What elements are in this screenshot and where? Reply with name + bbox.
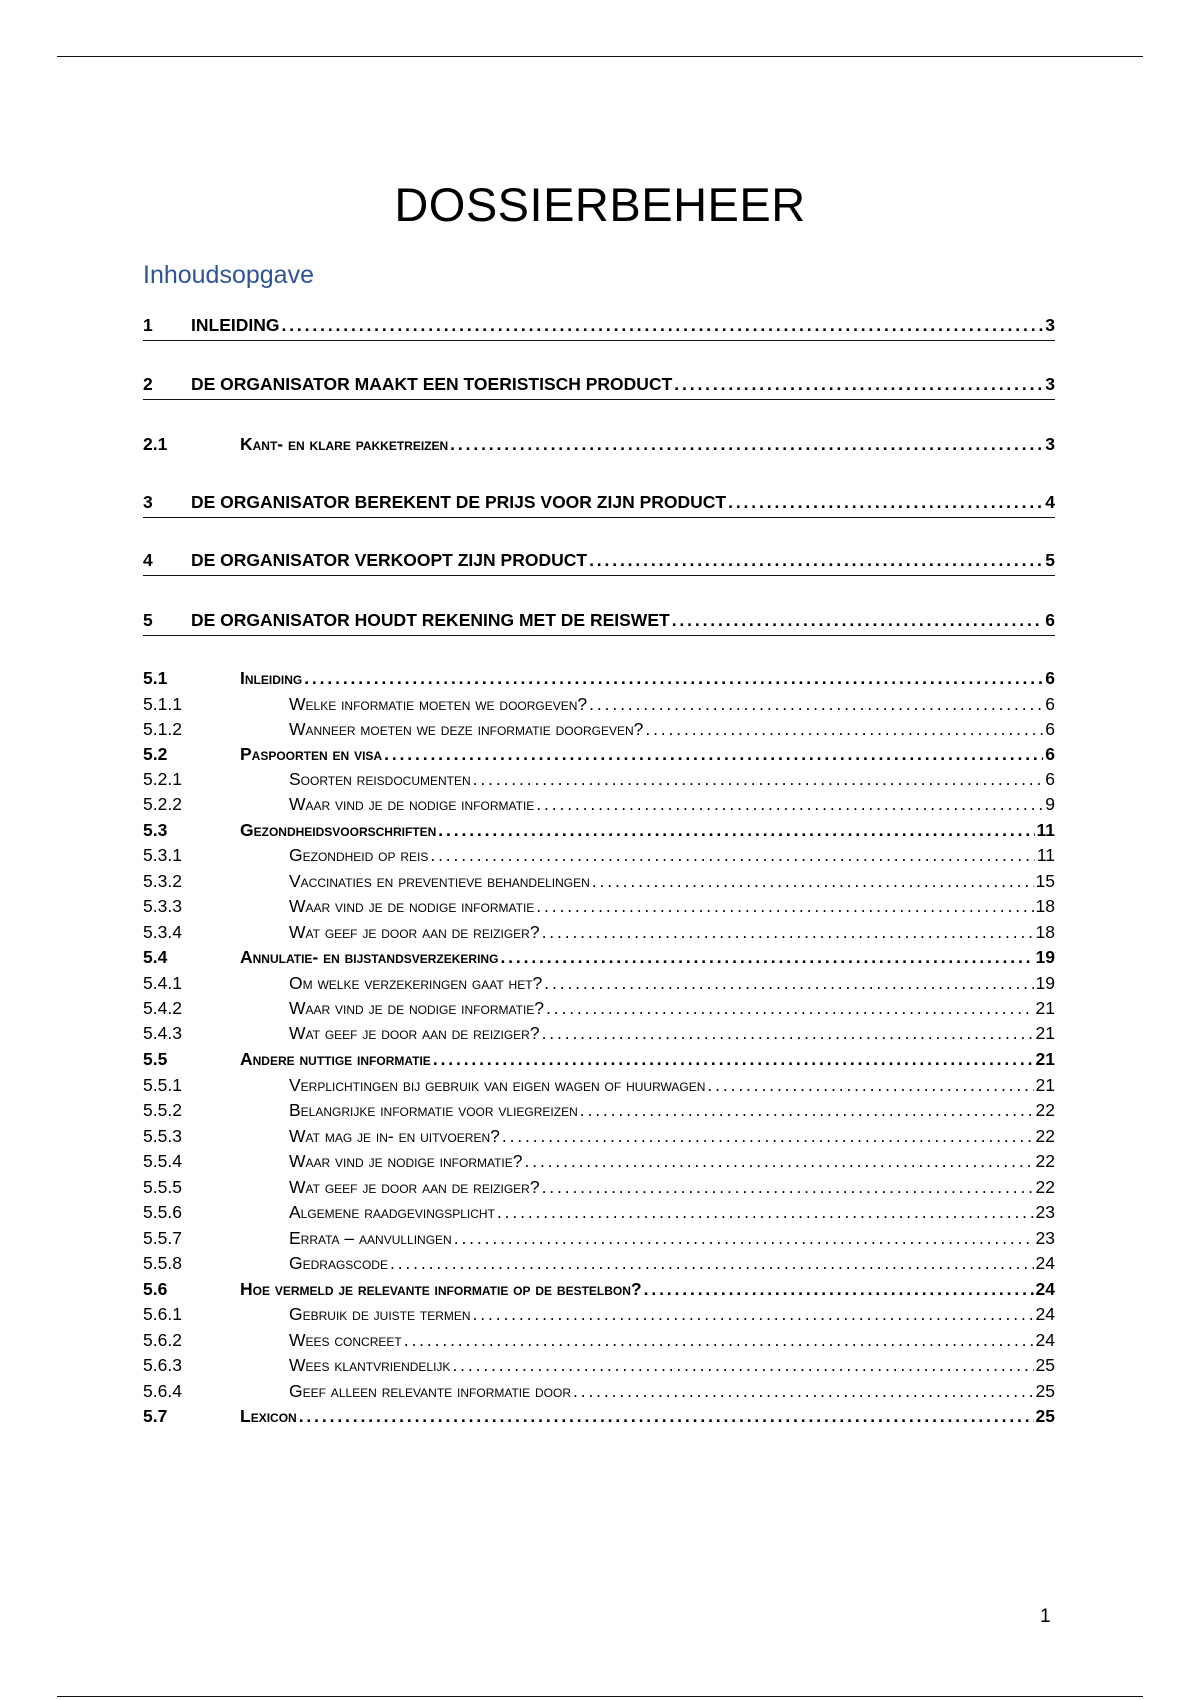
toc-entry[interactable] [143,1306,1055,1324]
toc-entry-title: Errata – aanvullingen [289,1228,452,1248]
toc-entry[interactable] [143,1204,1055,1222]
toc-dot-leader [473,771,1044,789]
toc-entry-number: 5.5.1 [143,1075,182,1095]
toc-entry-number: 5.6.1 [143,1304,182,1324]
toc-entry-title: Annulatie- en bijstandsverzekering [240,947,499,967]
toc-dot-leader [473,1306,1034,1324]
toc-entry[interactable] [143,1357,1055,1375]
toc-entry-number: 5.5.7 [143,1228,182,1248]
toc-entry-number: 4 [143,550,153,570]
toc-entry[interactable] [143,796,1055,814]
toc-dot-leader [546,1000,1034,1018]
toc-entry-title: Waar vind je de nodige informatie? [289,998,545,1018]
toc-entry-number: 3 [143,492,153,512]
toc-entry-page: 3 [1045,434,1055,454]
toc-entry-page: 25 [1035,1406,1055,1426]
toc-entry-page: 6 [1045,744,1055,764]
toc-entry-page: 21 [1035,1023,1055,1043]
toc-entry-title: Welke informatie moeten we doorgeven? [289,694,588,714]
toc-entry-number: 5.5.6 [143,1202,182,1222]
toc-dot-leader [536,796,1043,814]
toc-entry-page: 24 [1035,1279,1055,1299]
toc-entry-title: Kant- en klare pakketreizen [240,434,449,454]
toc-entry[interactable] [143,1408,1055,1426]
toc-entry-page: 22 [1035,1100,1055,1120]
toc-entry[interactable] [143,746,1055,764]
toc-dot-leader [536,898,1033,916]
toc-entry-title: Belangrijke informatie voor vliegreizen [289,1100,578,1120]
toc-dot-leader [525,1153,1034,1171]
toc-dot-leader [452,1357,1033,1375]
toc-entry-page: 5 [1045,550,1055,570]
toc-entry[interactable] [143,949,1055,967]
toc-entry[interactable] [143,873,1055,891]
toc-entry-number: 5 [143,610,153,630]
toc-entry-number: 5.3.2 [143,871,182,891]
toc-entry-title: DE ORGANISATOR VERKOOPT ZIJN PRODUCT [191,550,588,570]
toc-entry-page: 4 [1045,492,1055,512]
toc-entry-title: Waar vind je nodige informatie? [289,1151,523,1171]
toc-entry-page: 22 [1035,1126,1055,1146]
toc-dot-leader [573,1383,1034,1401]
toc-entry[interactable] [143,924,1055,942]
toc-entry-page: 21 [1035,1075,1055,1095]
toc-entry[interactable] [143,1025,1055,1043]
toc-dot-leader [500,949,1033,967]
toc-entry-number: 5.6.4 [143,1381,182,1401]
toc-entry-number: 1 [143,315,153,335]
top-rule [57,56,1143,57]
toc-dot-leader [544,975,1033,993]
toc-entry-number: 5.3.4 [143,922,182,942]
toc-entry-page: 11 [1036,845,1055,865]
toc-entry-page: 3 [1045,315,1055,335]
toc-entry-title: Algemene raadgevingsplicht [289,1202,495,1222]
toc-entry-page: 25 [1035,1355,1055,1375]
toc-entry[interactable] [143,612,1055,636]
toc-entry[interactable] [143,1179,1055,1197]
toc-entry-title: Wanneer moeten we deze informatie doorgeven? [289,719,644,739]
toc-entry-number: 5.1.2 [143,719,182,739]
toc-entry[interactable] [143,1255,1055,1273]
toc-entry-title: DE ORGANISATOR MAAKT EEN TOERISTISCH PRODUCT [191,374,673,394]
toc-entry-title: Lexicon [240,1406,297,1426]
toc-entry[interactable] [143,898,1055,916]
toc-entry-title: Wat mag je in- en uitvoeren? [289,1126,500,1146]
toc-dot-leader [645,721,1043,739]
toc-entry-number: 5.1.1 [143,694,182,714]
toc-entry-title: Om welke verzekeringen gaat het? [289,973,543,993]
toc-dot-leader [390,1255,1034,1273]
toc-entry[interactable] [143,721,1055,739]
toc-entry-page: 24 [1035,1253,1055,1273]
toc-entry[interactable] [143,436,1055,454]
toc-dot-leader [644,1281,1034,1299]
toc-entry[interactable] [143,317,1055,341]
toc-entry-number: 5.2.1 [143,769,182,789]
toc-entry-number: 5.2.2 [143,794,182,814]
toc-entry-number: 5.4 [143,947,168,967]
toc-entry-title: Inleiding [240,668,303,688]
toc-entry-number: 5.5.4 [143,1151,182,1171]
toc-dot-leader [580,1102,1034,1120]
toc-entry[interactable] [143,1153,1055,1171]
document-title: DOSSIERBEHEER [394,178,806,232]
toc-entry-page: 18 [1035,922,1055,942]
toc-entry[interactable] [143,975,1055,993]
toc-entry-title: Wat geef je door aan de reiziger? [289,1177,540,1197]
toc-entry[interactable] [143,670,1055,688]
toc-entry-title: Wees klantvriendelijk [289,1355,451,1375]
toc-entry-title: Gezondheid op reis [289,845,429,865]
toc-dot-leader [454,1230,1034,1248]
toc-entry-title: Gebruik de juiste termen [289,1304,471,1324]
toc-entry-number: 5.5.2 [143,1100,182,1120]
toc-entry-number: 5.2 [143,744,168,764]
toc-entry-page: 6 [1045,694,1055,714]
toc-entry[interactable] [143,1128,1055,1146]
toc-entry-page: 24 [1035,1304,1055,1324]
toc-entry-number: 5.5.5 [143,1177,182,1197]
toc-entry-page: 25 [1035,1381,1055,1401]
toc-entry[interactable] [143,1077,1055,1095]
toc-entry[interactable] [143,1230,1055,1248]
toc-entry-title: Andere nuttige informatie [240,1049,431,1069]
toc-entry-page: 19 [1035,947,1055,967]
toc-dot-leader [433,1051,1034,1069]
toc-entry-number: 5.3.1 [143,845,182,865]
toc-entry-page: 18 [1035,896,1055,916]
toc-entry-page: 6 [1045,610,1055,630]
toc-entry[interactable] [143,771,1055,789]
toc-entry-title: Waar vind je de nodige informatie [289,896,535,916]
toc-entry[interactable] [143,1281,1055,1299]
toc-entry-page: 22 [1035,1151,1055,1171]
page-number: 1 [1040,1606,1051,1627]
toc-entry-number: 5.4.1 [143,973,182,993]
toc-dot-leader [304,670,1043,688]
toc-dot-leader [450,436,1043,454]
toc-dot-leader [672,612,1044,630]
toc-entry-number: 5.3 [143,820,168,840]
toc-entry-title: Hoe vermeld je relevante informatie op de bestelbon? [240,1279,642,1299]
toc-entry-title: Paspoorten en visa [240,744,383,764]
toc-entry[interactable] [143,696,1055,714]
toc-entry-page: 6 [1045,769,1055,789]
toc-entry-number: 5.1 [143,668,168,688]
toc-entry-page: 6 [1045,719,1055,739]
toc-entry-title: Wat geef je door aan de reiziger? [289,922,540,942]
toc-dot-leader [592,873,1034,891]
toc-entry-number: 5.4.2 [143,998,182,1018]
toc-entry-number: 5.6.2 [143,1330,182,1350]
toc-entry-number: 2.1 [143,434,168,454]
toc-entry-title: Gezondheidsvoorschriften [240,820,437,840]
toc-entry-page: 23 [1035,1228,1055,1248]
toc-dot-leader [404,1332,1034,1350]
toc-dot-leader [430,847,1034,865]
toc-entry-number: 2 [143,374,153,394]
toc-entry[interactable] [143,494,1055,518]
toc-entry-number: 5.5.8 [143,1253,182,1273]
toc-entry-page: 11 [1036,820,1055,840]
toc-entry[interactable] [143,1102,1055,1120]
toc-dot-leader [384,746,1043,764]
toc-entry[interactable] [143,552,1055,576]
toc-dot-leader [438,822,1034,840]
toc-entry-page: 9 [1045,794,1055,814]
toc-entry[interactable] [143,1383,1055,1401]
toc-entry-page: 15 [1035,871,1055,891]
toc-entry-page: 22 [1035,1177,1055,1197]
toc-entry[interactable] [143,376,1055,400]
toc-entry[interactable] [143,1332,1055,1350]
toc-dot-leader [589,696,1043,714]
toc-entry[interactable] [143,1051,1055,1069]
toc-entry-page: 6 [1045,668,1055,688]
toc-dot-leader [707,1077,1033,1095]
bottom-rule [57,1696,1143,1697]
toc-entry-number: 5.5.3 [143,1126,182,1146]
toc-entry-number: 5.3.3 [143,896,182,916]
toc-entry-page: 23 [1035,1202,1055,1222]
toc-entry-page: 19 [1035,973,1055,993]
toc-entry-title: Waar vind je de nodige informatie [289,794,535,814]
toc-entry-number: 5.6 [143,1279,168,1299]
toc-entry[interactable] [143,847,1055,865]
toc-dot-leader [542,1179,1034,1197]
toc-entry-title: Vaccinaties en preventieve behandelingen [289,871,590,891]
toc-entry-title: Geef alleen relevante informatie door [289,1381,571,1401]
toc-entry-number: 5.4.3 [143,1023,182,1043]
toc-entry-number: 5.6.3 [143,1355,182,1375]
toc-dot-leader [497,1204,1034,1222]
toc-dot-leader [674,376,1043,394]
toc-entry-title: DE ORGANISATOR HOUDT REKENING MET DE REISWET [191,610,670,630]
toc-entry-title: DE ORGANISATOR BEREKENT DE PRIJS VOOR ZIJN PRODUCT [191,492,727,512]
toc-entry[interactable] [143,822,1055,840]
toc-entry-page: 21 [1035,998,1055,1018]
toc-entry-number: 5.7 [143,1406,168,1426]
toc-entry-title: Verplichtingen bij gebruik van eigen wagen of huurwagen [289,1075,706,1095]
toc-dot-leader [299,1408,1034,1426]
toc-entry-page: 3 [1045,374,1055,394]
toc-dot-leader [542,1025,1034,1043]
toc-dot-leader [542,924,1034,942]
toc-entry-page: 24 [1035,1330,1055,1350]
toc-dot-leader [502,1128,1034,1146]
toc-entry[interactable] [143,1000,1055,1018]
toc-dot-leader [589,552,1043,570]
toc-entry-number: 5.5 [143,1049,168,1069]
toc-entry-title: INLEIDING [191,315,280,335]
toc-dot-leader [281,317,1043,335]
toc-entry-title: Wat geef je door aan de reiziger? [289,1023,540,1043]
toc-entry-title: Soorten reisdocumenten [289,769,471,789]
toc-entry-title: Wees concreet [289,1330,402,1350]
toc-dot-leader [728,494,1043,512]
toc-heading: Inhoudsopgave [143,261,314,289]
toc-entry-title: Gedragscode [289,1253,388,1273]
toc-entry-page: 21 [1035,1049,1055,1069]
